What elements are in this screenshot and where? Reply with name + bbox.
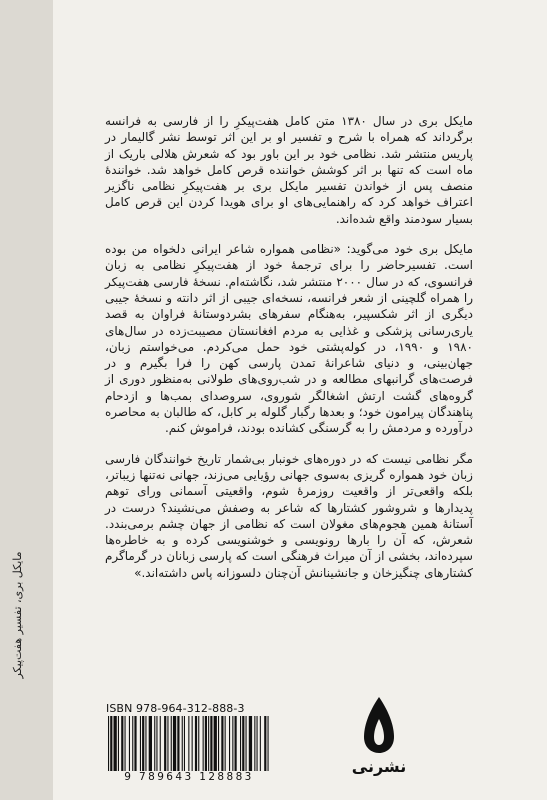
barcode-bar bbox=[145, 716, 146, 771]
text-line: و دنیای شاعرانهٔ تمدن پارسی کهن را فرا بگیرم و در فرصت‌های گرانبهای bbox=[105, 356, 473, 387]
text-line: بخشی از آن میراث فرهنگی است که پارسی زبانان در گرماگرم کشتارهای bbox=[105, 549, 473, 580]
barcode-bar bbox=[129, 716, 130, 771]
text-line: مایکل بری خود می‌گوید: «نظامی همواره شاعر ایرانی دلخواه من بوده bbox=[105, 242, 473, 257]
barcode-bar bbox=[134, 716, 136, 771]
barcode-bar bbox=[195, 716, 197, 771]
text-line: است. تفسیرحاضر را برای ترجمهٔ خود از هفت‌پیکرِ نظامی به زبان فرانسوی، bbox=[105, 258, 473, 289]
barcode-bar bbox=[268, 716, 269, 771]
text-line: بعدها رگبار گلوله بر کابل، که طالبان به محاصره درآورده و مردمش را به bbox=[105, 405, 473, 436]
barcode-graphic bbox=[106, 716, 272, 771]
barcode-bar bbox=[154, 716, 155, 771]
barcode-bar bbox=[260, 716, 261, 771]
text-line: از اثر شکسپیر، به‌هنگام سفرهای بشردوستانهٔ فراوان به قصد یاری‌رسانی bbox=[105, 307, 473, 338]
text-line: پدیدارها و شروشور کشتارها که شاعر به وصفش می‌نشیند؟ درست در bbox=[105, 500, 473, 515]
barcode-digits: 9 789643 128883 bbox=[124, 771, 254, 783]
text-line: بسیار سودمند واقع شده‌اند. bbox=[335, 211, 473, 226]
text-line: که در سال ۲۰۰۰ منتشر شد، نگاشته‌ام. نسخهٔ فارسی هفت‌پیکر را همراه bbox=[105, 274, 474, 305]
barcode-bar bbox=[214, 716, 217, 771]
text-line: اعتراف خواهد کرد که راهنمایی‌های او برای هویدا کردن این قرص کامل bbox=[105, 195, 473, 210]
barcode-bar bbox=[160, 716, 161, 771]
barcode-bar bbox=[240, 716, 241, 771]
barcode-bar bbox=[205, 716, 207, 771]
text-line: مگر نظامی نیست که در دوره‌های خونبار بی‌شمار تاریخ خوانندگان bbox=[144, 451, 473, 466]
barcode-bar bbox=[254, 716, 255, 771]
barcode-bar bbox=[173, 716, 176, 771]
barcode-bar bbox=[192, 716, 193, 771]
barcode-bar bbox=[232, 716, 233, 771]
text-line: پزشکی و غذایی به مردم افغانستان مصیبت‌زده در سال‌های ۱۹۸۰ و bbox=[105, 323, 473, 354]
barcode-bar bbox=[235, 716, 237, 771]
barcode-bar bbox=[249, 716, 252, 771]
barcode-bar bbox=[218, 716, 219, 771]
barcode-bar bbox=[225, 716, 226, 771]
barcode-bar bbox=[208, 716, 209, 771]
barcode-bar bbox=[229, 716, 230, 771]
barcode-bar bbox=[142, 716, 144, 771]
barcode-bar bbox=[210, 716, 212, 771]
barcode-bar bbox=[118, 716, 119, 771]
barcode-bar bbox=[132, 716, 133, 771]
barcode-bar bbox=[140, 716, 141, 771]
barcode-bar bbox=[156, 716, 157, 771]
paragraph bbox=[105, 113, 473, 227]
barcode-bar bbox=[257, 716, 258, 771]
text-line: ۱۹۹۰، در کوله‌پشتی خود حمل می‌کردم. می‌خواستم زبان، جهان‌بینی، bbox=[105, 339, 473, 371]
nashreney-logo-icon bbox=[362, 695, 396, 755]
text-line: فارسی زبان خود همواره گریزی به‌سوی جهانی رؤیایی می‌زند، جهانی نه‌تنها bbox=[105, 451, 473, 482]
text-line: شعرش، که آن را بارها رونویسی و خوشنویسی کرده و به خاطره‌ها سپرده‌اند، bbox=[105, 533, 473, 564]
barcode-bar bbox=[125, 716, 126, 771]
barcode-bar bbox=[221, 716, 223, 771]
text-line: مایکل بری در سال ۱۳۸۰ متن کامل هفت‌پیکرِ را از فارسی به فرانسه bbox=[105, 114, 474, 128]
text-line: منصف پس از خواندن تفسیر مایکل بری بر هفت‌پیکرِ نظامی ناگزیر bbox=[105, 179, 473, 194]
barcode-bar bbox=[188, 716, 189, 771]
barcode-bar bbox=[110, 716, 112, 771]
barcode-bar bbox=[264, 716, 266, 771]
text-line: برگرداند که همراه با شرح و تفسیر او بر این اثر توسط نشر گالیمار در bbox=[105, 130, 473, 145]
barcode-bar bbox=[121, 716, 123, 771]
paragraph bbox=[105, 241, 473, 437]
text-line: زیباتر، بلکه واقعی‌تر از واقعیت روزمرهٔ شوم، واقعیتی آسمانی ورای توهم bbox=[105, 467, 473, 499]
barcode-bar bbox=[198, 716, 199, 771]
text-line: گرسنگی کشانده بودند، فراموش کنم. bbox=[164, 421, 352, 436]
paragraph bbox=[105, 451, 473, 581]
barcode-bar bbox=[164, 716, 166, 771]
barcode-bar bbox=[203, 716, 204, 771]
barcode-bar bbox=[242, 716, 244, 771]
barcode-bar bbox=[167, 716, 168, 771]
text-line: اشغالگر شوروی، سروصدای بمب‌ها و ازدحام پناهندگان پیرامون خود؛ و bbox=[105, 388, 473, 420]
text-line: مطالعه و در شب‌روی‌های طولانی به‌منظور دوری از گروه‌های گشت ارتش bbox=[105, 372, 473, 403]
publisher-name: نشرنی bbox=[351, 757, 407, 776]
text-line: پاریس منتشر شد. نظامی خود بر این باور بود که شعرش هلالی باریک از bbox=[105, 146, 473, 161]
text-line: آستانهٔ همین هجوم‌های مغولان است که نظامی از جهان چشم برمی‌بندد. bbox=[105, 516, 473, 531]
barcode-bar bbox=[149, 716, 152, 771]
blurb-text bbox=[105, 113, 473, 581]
barcode-bar bbox=[171, 716, 172, 771]
barcode-bar bbox=[246, 716, 247, 771]
barcode-bar bbox=[177, 716, 179, 771]
barcode-bar bbox=[182, 716, 183, 771]
spine-title: مایکل بری، تفسیر هفت‌پیکر bbox=[11, 551, 24, 679]
isbn-label: ISBN 978-964-312-888-3 bbox=[106, 702, 245, 715]
text-line: ماه است که تنها بر اثر کوشش خواننده قرص کامل خواهد شد. خوانندهٔ bbox=[105, 162, 473, 177]
barcode-bar bbox=[108, 716, 109, 771]
text-line: گلچینی از شعر فرانسه، نسخه‌ای جیبی از اثر دانته و نسخهٔ جیبی دیگری bbox=[105, 290, 473, 322]
barcode-bar bbox=[184, 716, 185, 771]
barcode-bar bbox=[114, 716, 117, 771]
text-line: چنگیزخان و جانشینانش آن‌چنان دلسوزانه پاس داشته‌اند.» bbox=[134, 565, 421, 580]
